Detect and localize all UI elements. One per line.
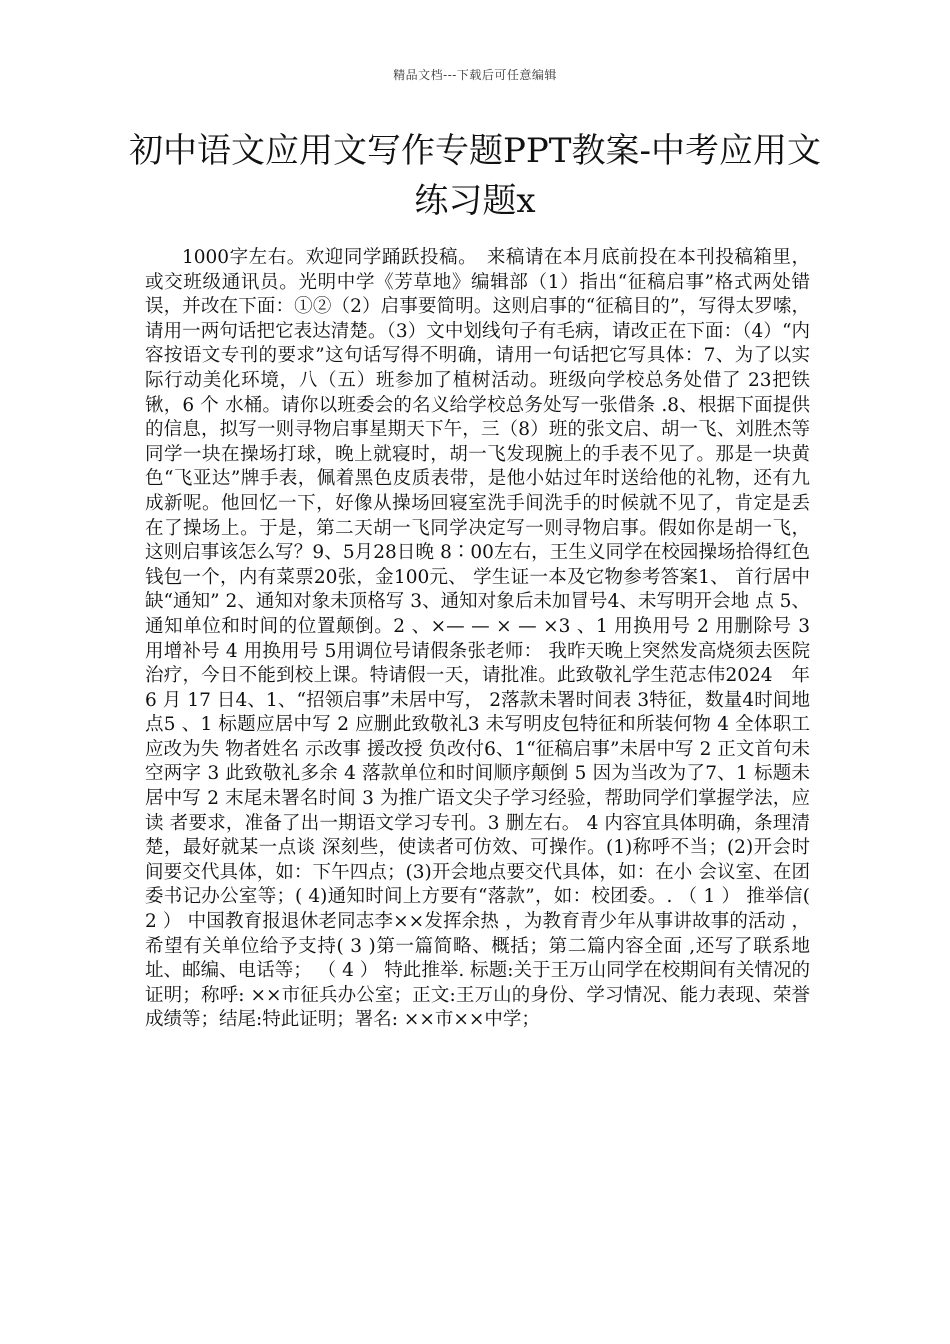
header-note: 精品文档---下载后可任意编辑 (393, 68, 557, 82)
document-title: 初中语文应用文写作专题PPT教案-中考应用文练习题x (129, 131, 821, 221)
document-body: 1000字左右。欢迎同学踊跃投稿。 来稿请在本月底前投在本刊投稿箱里，或交班级通讯员。光明中学《芳草地》编辑部（1）指出“征稿启事”格式两处错误，并改在下面：①②（2）启事要简明。这则启事的“征稿目的”，写得太罗嗦，请用一两句话把它表达清楚。（3）文中划线句子有毛病，请改正在下面：（4）“内容按语文专刊的要求”这句话写得不明确，请用一句话把它写具体：7、为了以实际行动美化环境，八（五）班参加了植树活动。班级向学校总务处借了 23把铁锹，6 个 水桶。请你以班委会的名义给学校总务处写一张借条 .8、根据下面提供的信息，拟写一则寻物启事星期天下午，三（8）班的张文启、胡一飞、刘胜杰等同学一块在操场打球，晚上就寝时，胡一飞发现腕上的手表不见了。那是一块黄色“飞亚达”牌手表，佩着黑色皮质表带，是他小姑过年时送给他的礼物，还有九成新呢。他回忆一下，好像从操场回寝室洗手间洗手的时候就不见了，肯定是丢在了操场上。于是，第二天胡一飞同学决定写一则寻物启事。假如你是胡一飞，这则启事该怎么写？9、5月28日晚 8∶00左右，王生义同学在校园操场拾得红色钱包一个，内有菜票20张，金100元、 学生证一本及它物参考答案1、 首行居中缺“通知” 2、通知对象未顶格写 3、通知对象后未加冒号4、未写明开会地 点 5、通知单位和时间的位置颠倒。2 、×— — × — ×3 、1 用换用号 2 用删除号 3 用增补号 4 用换用号 5用调位号请假条张老师： 我昨天晚上突然发高烧须去医院治疗，今日不能到校上课。特请假一天，请批准。此致敬礼学生范志伟2024 年 6 月 17 日4、1、“招领启事”未居中写， 2落款未署时间表 3特征，数量4时间地点5 、1 标题应居中写 2 应删此致敬礼3 未写明皮包特征和所装何物 4 全体职工应改为失 物者姓名 示改事 援改授 负改付6、1“征稿启事”未居中写 2 正文首句未空两字 3 此致敬礼多余 4 落款单位和时间顺序颠倒 5 因为当改为了7、1 标题未居中写 2 末尾未署名时间 3 为推广语文尖子学习经验，帮助同学们掌握学法，应读 者要求，准备了出一期语文学习专刊。3 删左右。 4 内容宜具体明确，条理清楚，最好就某一点谈 深刻些，使读者可仿效、可操作。(1)称呼不当；(2)开会时间要交代具体，如：下午四点；(3)开会地点要交代具体，如：在小 会议室、在团委书记办公室等；( 4)通知时间上方要有“落款”，如：校团委。. （ 1 ） 推举信( 2 ） 中国教育报退休老同志李××发挥余热 ，为教育青少年从事讲故事的活动 ， 希望有关单位给予支持( 3 )第一篇简略、概括；第二篇内容全面 ,还写了联系地址、邮编、电话等； （ 4 ） 特此推举. 标题:关于王万山同学在校期间有关情况的证明；称呼: ××市征兵办公室；正文:王万山的身份、学习情况、能力表现、荣誉成绩等；结尾:特此证明；署名: ××市××中学； (145, 247, 810, 1031)
